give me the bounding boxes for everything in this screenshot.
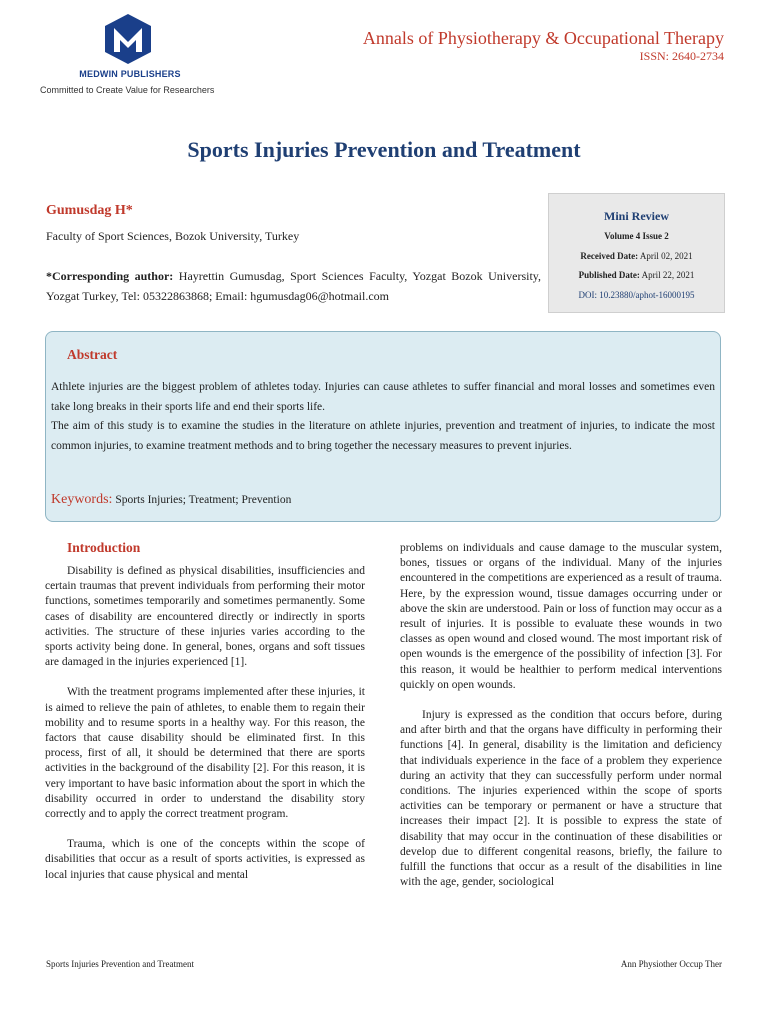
article-title: Sports Injuries Prevention and Treatment — [187, 137, 581, 162]
body-paragraph: Injury is expressed as the condition that occurs before, during and after birth and that the organs have difficulty in performing their functions [4]. In general, disability is the limitation and deficiency that individuals experience in the face of a problem they experience during an activity that they can successfully perform under normal conditions. The injuries experienced within the scope of sports activities can be temporary or permanent or have a structure that increases their impact [2]. It is possible to express the state of disability that may occur in the continuation of these disabilities or develop due to different congenital reasons, briefly, the failure to fulfill the functions that occur as a result of the disabilities in line with the age, gender, sociological — [400, 709, 722, 889]
footer-journal-abbrev: Ann Physiother Occup Ther — [620, 959, 722, 969]
introduction-heading: Introduction — [67, 540, 141, 555]
body-paragraph: Trauma, which is one of the concepts within the scope of disabilities that occur as a result of sports activities, is expressed as local injuries that cause physical and mental — [45, 838, 365, 881]
publisher-name: MEDWIN PUBLISHERS — [79, 69, 181, 79]
corresponding-author-details: Hayrettin Gumusdag, Sport Sciences Faculty, Yozgat Bozok University, Yozgat Turkey, Tel: 05322863868; Email: hgumusdag06@hotmail.com — [46, 269, 541, 303]
author-affiliation: Faculty of Sport Sciences, Bozok University, Turkey — [46, 229, 300, 243]
abstract-box — [45, 331, 721, 522]
keywords-label: Keywords: — [51, 492, 113, 507]
abstract-paragraph: Athlete injuries are the biggest problem of athletes today. Injuries can cause athletes to suffer financial and moral losses and sometimes even take long breaks in their sports life and end their sports life. — [51, 381, 715, 413]
publisher-logo — [40, 12, 220, 95]
abstract-heading: Abstract — [67, 347, 118, 362]
received-date-label: Received Date: — [580, 251, 639, 261]
article-info-box — [548, 193, 725, 313]
keywords-list: Sports Injuries; Treatment; Prevention — [112, 494, 292, 506]
publisher-tagline: Committed to Create Value for Researchers — [40, 85, 215, 95]
volume-issue: Volume 4 Issue 2 — [604, 231, 669, 241]
received-date-value: April 02, 2021 — [638, 251, 693, 261]
published-date-label: Published Date: — [578, 270, 640, 280]
body-paragraph: Disability is defined as physical disabilities, insufficiencies and certain traumas that prevent individuals from performing their motor functions, sometimes temporarily and sometimes permanently. Some cases of disability are encountered directly or indirectly in sports activities. The structure of these injuries varies according to the sports activity being done. In general, bones, organs and soft tissues are damaged in the injuries experienced [1]. — [45, 565, 365, 669]
journal-issn: ISSN: 2640-2734 — [639, 49, 724, 63]
author-name: Gumusdag H* — [46, 203, 133, 218]
body-column-right — [400, 541, 722, 890]
body-paragraph: problems on individuals and cause damage to the muscular system, bones, tissues or organs of the individual. Many of the injuries encountered in the competitions are experienced as a result of trauma. Here, by the expression wound, tissue damages occurring under or above the skin are understood. Pain or loss of function may occur as a result of injuries. It is possible to evaluate these wounds in two classes as open wound and closed wound. The most important risk of open wounds is the emergence of the possibility of infection [3]. For this reason, it would be healthier to perform medical interventions quickly on open wounds. — [400, 542, 722, 691]
medwin-logo-icon — [102, 12, 154, 66]
body-column-left — [45, 564, 365, 883]
body-paragraph: With the treatment programs implemented after these injuries, it is aimed to relieve the pain of athletes, to enable them to regain their mobility and to resume sports in a healthy way. For this reason, the factors that cause disability should be eliminated first. In this process, first of all, it should be determined that there are sports activities in the background of the disability [2]. For this reason, it is very important to have basic information about the sport in which the disability occurred in order to understand the disability story correctly and to apply the correct treatment program. — [45, 686, 365, 821]
published-date-value: April 22, 2021 — [639, 270, 695, 280]
corresponding-author — [46, 266, 541, 306]
doi-link[interactable]: DOI: 10.23880/aphot-16000195 — [578, 290, 695, 300]
corresponding-author-label: *Corresponding author: — [46, 269, 174, 283]
received-date — [549, 251, 724, 261]
footer-running-title: Sports Injuries Prevention and Treatment — [46, 959, 194, 969]
abstract-text — [51, 378, 715, 456]
keywords — [51, 492, 291, 508]
article-type: Mini Review — [604, 209, 669, 223]
journal-name: Annals of Physiotherapy & Occupational Therapy — [362, 28, 724, 48]
published-date — [549, 270, 724, 280]
abstract-paragraph: The aim of this study is to examine the studies in the literature on athlete injuries, prevention and treatment of injuries, to indicate the most common injuries, to examine treatment methods and to bring together the necessary measures to prevent injuries. — [51, 420, 715, 452]
